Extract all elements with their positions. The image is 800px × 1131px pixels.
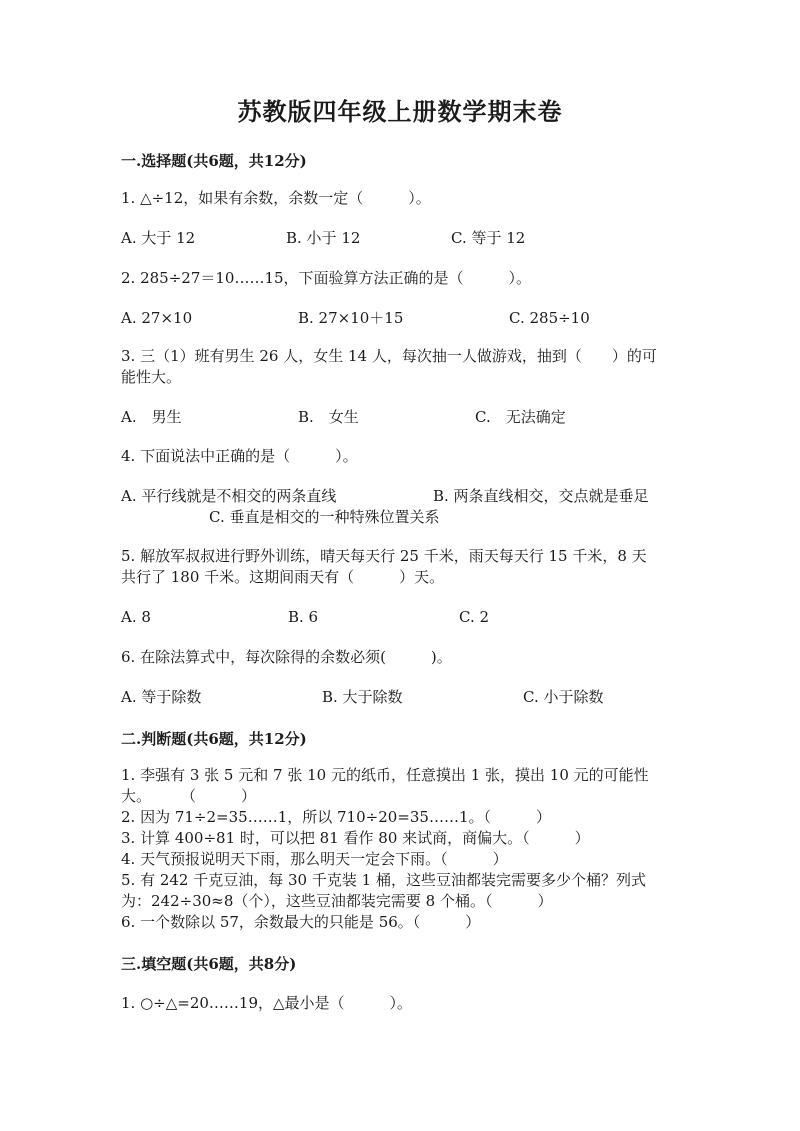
judgement-line: 1. 李强有 3 张 5 元和 7 张 10 元的纸币，任意摸出 1 张，摸出 10 元的可能性 (121, 766, 649, 784)
question-5-option-b: B. 6 (288, 608, 319, 626)
question-3-stem-line1: 3. 三（1）班有男生 26 人，女生 14 人，每次抽一人做游戏，抽到（ ）的可 (121, 347, 657, 365)
question-3-option-a: A. 男生 (121, 408, 182, 426)
question-2-stem: 2. 285÷27＝10……15，下面验算方法正确的是（ ）。 (121, 269, 532, 287)
question-2-option-c: C. 285÷10 (509, 309, 590, 327)
question-3-stem-line2: 能性大。 (121, 368, 182, 386)
question-1-option-a: A. 大于 12 (121, 229, 196, 247)
judgement-line: 为：242÷30≈8（个），这些豆油都装完需要 8 个桶。（ ） (121, 892, 553, 910)
question-5-stem-line1: 5. 解放军叔叔进行野外训练，晴天每天行 25 千米，雨天每天行 15 千米，8 天 (121, 547, 647, 565)
question-4-option-c: C. 垂直是相交的一种特殊位置关系 (209, 508, 440, 526)
judgement-line: 5. 有 242 千克豆油，每 30 千克装 1 桶，这些豆油都装完需要多少个桶？列式 (121, 871, 646, 889)
judgement-line: 4. 天气预报说明天下雨，那么明天一定会下雨。（ ） (121, 850, 508, 868)
question-6-option-a: A. 等于除数 (121, 688, 202, 706)
section-heading-choice: 一.选择题(共6题，共12分) (121, 152, 307, 170)
question-3-option-c: C. 无法确定 (475, 408, 566, 426)
question-5-option-a: A. 8 (121, 608, 151, 626)
fill-blank-line: 1. ○÷△=20……19，△最小是（ ）。 (121, 994, 413, 1012)
judgement-line: 6. 一个数除以 57，余数最大的只能是 56。（ ） (121, 913, 481, 931)
question-5-option-c: C. 2 (459, 608, 490, 626)
question-4-stem: 4. 下面说法中正确的是（ ）。 (121, 447, 358, 465)
section-heading-judgement: 二.判断题(共6题，共12分) (121, 730, 307, 748)
judgement-line: 3. 计算 400÷81 时，可以把 81 看作 80 来试商，商偏大。（ ） (121, 829, 590, 847)
judgement-line: 2. 因为 71÷2=35……1，所以 710÷20=35……1。（ ） (121, 808, 551, 826)
question-2-option-b: B. 27×10＋15 (298, 309, 404, 327)
question-4-option-a: A. 平行线就是不相交的两条直线 (121, 487, 337, 505)
question-6-stem: 6. 在除法算式中，每次除得的余数必须( )。 (121, 648, 452, 666)
section-heading-fill-blank: 三.填空题(共6题，共8分) (121, 955, 297, 973)
question-2-option-a: A. 27×10 (121, 309, 193, 327)
judgement-line: 大。 （ ） (121, 787, 257, 805)
question-1-option-b: B. 小于 12 (286, 229, 361, 247)
question-1-stem: 1. △÷12，如果有余数，余数一定（ ）。 (121, 189, 431, 207)
question-1-option-c: C. 等于 12 (451, 229, 526, 247)
page-title: 苏教版四年级上册数学期末卷 (237, 97, 563, 126)
question-5-stem-line2: 共行了 180 千米。这期间雨天有（ ）天。 (121, 568, 445, 586)
question-4-option-b: B. 两条直线相交，交点就是垂足 (433, 487, 649, 505)
question-6-option-b: B. 大于除数 (322, 688, 403, 706)
question-6-option-c: C. 小于除数 (523, 688, 604, 706)
question-3-option-b: B. 女生 (298, 408, 359, 426)
